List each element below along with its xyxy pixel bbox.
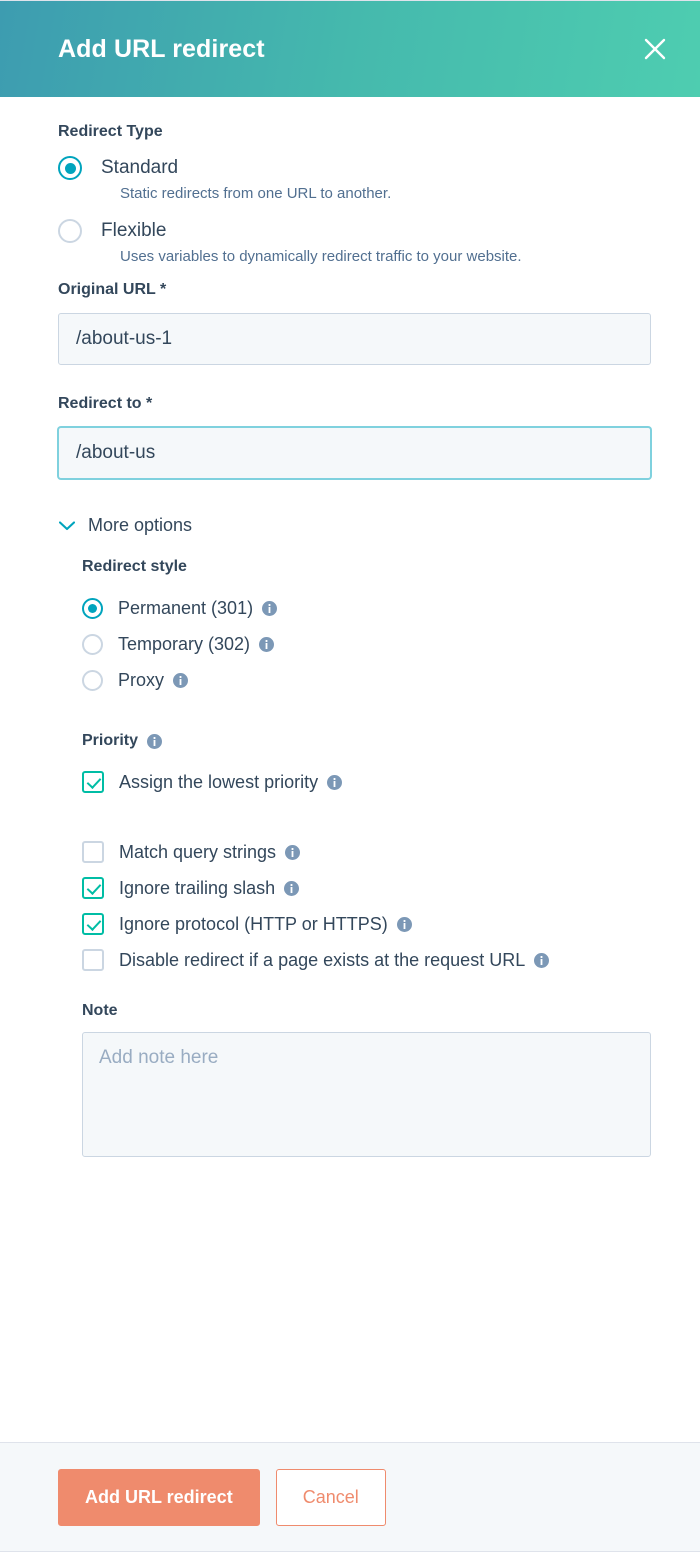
info-icon[interactable] — [173, 673, 188, 688]
radio-temporary-indicator — [82, 634, 103, 655]
radio-permanent-indicator — [82, 598, 103, 619]
radio-redirect-type-flexible[interactable] — [58, 218, 650, 244]
radio-redirect-type-standard[interactable] — [58, 155, 650, 181]
checkbox-ignore-protocol-box — [82, 913, 104, 935]
info-icon[interactable] — [147, 734, 162, 749]
checkbox-match-query-strings[interactable] — [82, 834, 650, 870]
checkbox-disable-redirect-box — [82, 949, 104, 971]
original-url-label: Original URL * — [58, 281, 167, 298]
radio-flexible-indicator — [58, 219, 82, 243]
checkbox-assign-lowest-priority-label: Assign the lowest priority — [119, 771, 319, 792]
page-title: Add URL redirect — [58, 34, 265, 63]
radio-permanent-label: Permanent (301) — [118, 597, 254, 618]
info-icon[interactable] — [284, 881, 299, 896]
cancel-button[interactable]: Cancel — [276, 1469, 386, 1526]
radio-temporary-label: Temporary (302) — [118, 633, 251, 654]
radio-redirect-style-proxy[interactable] — [82, 662, 650, 698]
radio-redirect-style-permanent[interactable] — [82, 590, 650, 626]
close-icon[interactable] — [638, 32, 672, 66]
checkbox-assign-lowest-priority-box — [82, 771, 104, 793]
checkbox-ignore-trailing-slash[interactable] — [82, 870, 650, 906]
checkbox-match-query-strings-box — [82, 841, 104, 863]
redirect-type-label: Redirect Type — [58, 123, 163, 140]
checkbox-disable-redirect-if-page-exists[interactable] — [82, 942, 650, 978]
info-icon[interactable] — [397, 917, 412, 932]
info-icon[interactable] — [285, 845, 300, 860]
redirect-style-label-text: Redirect style — [82, 558, 187, 575]
radio-proxy-indicator — [82, 670, 103, 691]
chevron-down-icon — [58, 517, 76, 535]
modal-body — [0, 97, 700, 1442]
radio-flexible-label: Flexible — [101, 220, 167, 241]
checkbox-ignore-trailing-slash-label: Ignore trailing slash — [119, 877, 276, 898]
info-icon[interactable] — [262, 601, 277, 616]
modal-header — [0, 1, 700, 97]
redirect-to-input[interactable] — [58, 427, 651, 479]
checkbox-match-query-strings-label: Match query strings — [119, 841, 277, 862]
radio-redirect-style-temporary[interactable] — [82, 626, 650, 662]
more-options-panel — [58, 558, 650, 1162]
more-options-label: More options — [88, 515, 193, 535]
radio-flexible-help: Uses variables to dynamically redirect traffic to your website. — [120, 248, 522, 265]
modal-footer — [0, 1442, 700, 1551]
info-icon[interactable] — [259, 637, 274, 652]
radio-standard-indicator — [58, 156, 82, 180]
checkbox-ignore-protocol[interactable] — [82, 906, 650, 942]
add-url-redirect-button[interactable]: Add URL redirect — [58, 1469, 260, 1526]
radio-standard-help: Static redirects from one URL to another. — [120, 185, 392, 202]
checkbox-disable-redirect-label: Disable redirect if a page exists at the request URL — [119, 949, 526, 970]
radio-standard-label: Standard — [101, 157, 179, 178]
checkbox-ignore-protocol-label: Ignore protocol (HTTP or HTTPS) — [119, 913, 388, 934]
note-label: Note — [82, 1002, 118, 1019]
priority-label — [82, 732, 650, 750]
more-options-toggle[interactable] — [58, 515, 650, 536]
priority-label-text: Priority — [82, 732, 139, 749]
redirect-style-label — [82, 558, 650, 576]
note-textarea[interactable] — [82, 1032, 651, 1157]
info-icon[interactable] — [327, 775, 342, 790]
checkbox-ignore-trailing-slash-box — [82, 877, 104, 899]
original-url-input[interactable] — [58, 313, 651, 365]
info-icon[interactable] — [534, 953, 549, 968]
checkbox-assign-lowest-priority[interactable] — [82, 764, 650, 800]
redirect-to-label: Redirect to * — [58, 395, 153, 412]
radio-proxy-label: Proxy — [118, 669, 165, 690]
